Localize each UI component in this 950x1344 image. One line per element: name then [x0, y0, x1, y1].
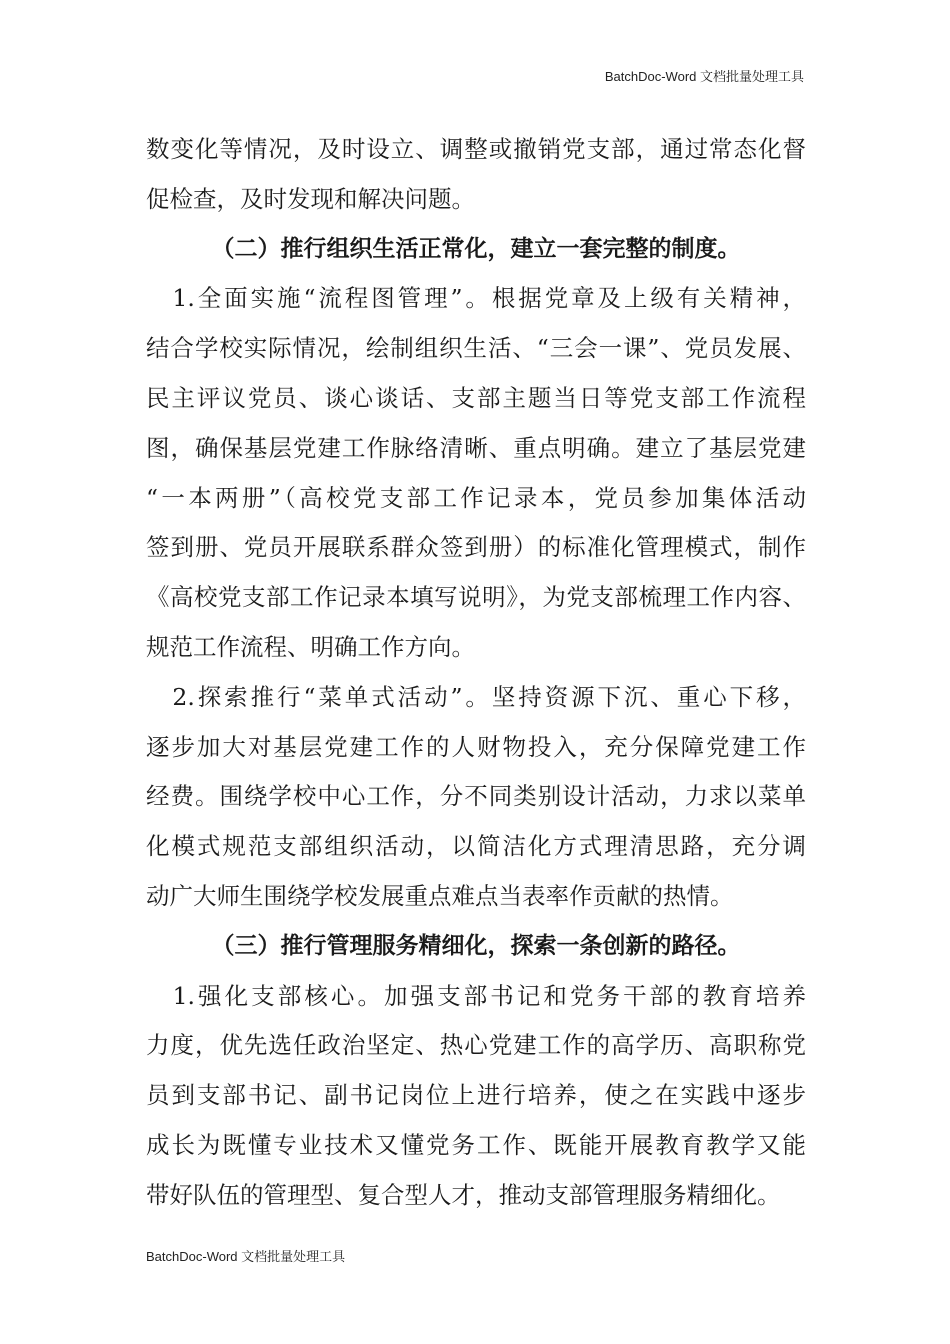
- body-line: 力度，优先选任政治坚定、热心党建工作的高学历、高职称党: [146, 1031, 806, 1060]
- body-line: 逐步加大对基层党建工作的人财物投入，充分保障党建工作: [146, 732, 806, 761]
- body-line: 结合学校实际情况，绘制组织生活、“三会一课”、党员发展、: [146, 334, 806, 363]
- body-line: 员到支部书记、副书记岗位上进行培养，使之在实践中逐步: [146, 1081, 806, 1110]
- page-footer: BatchDoc-Word 文档批量处理工具: [146, 1249, 346, 1264]
- body-line: “一本两册”（高校党支部工作记录本，党员参加集体活动: [146, 483, 806, 512]
- body-line: 2.探索推行“菜单式活动”。坚持资源下沉、重心下移，: [146, 682, 806, 711]
- body-line: 经费。围绕学校中心工作，分不同类别设计活动，力求以菜单: [146, 782, 806, 811]
- document-body: [146, 125, 806, 1221]
- body-line: 规范工作流程、明确工作方向。: [146, 632, 475, 661]
- body-line: 1.全面实施“流程图管理”。根据党章及上级有关精神，: [146, 284, 806, 313]
- body-line: 成长为既懂专业技术又懂党务工作、既能开展教育教学又能: [146, 1130, 806, 1159]
- body-line: 化模式规范支部组织活动，以简洁化方式理清思路，充分调: [146, 832, 806, 861]
- body-line: 《高校党支部工作记录本填写说明》，为党支部梳理工作内容、: [146, 583, 806, 612]
- body-line: 促检查，及时发现和解决问题。: [146, 184, 475, 213]
- body-line: 动广大师生围绕学校发展重点难点当表率作贡献的热情。: [146, 881, 734, 910]
- body-line: 民主评议党员、谈心谈话、支部主题当日等党支部工作流程: [146, 383, 806, 412]
- body-line: 带好队伍的管理型、复合型人才，推动支部管理服务精细化。: [146, 1180, 781, 1209]
- section-heading: （二）推行组织生活正常化，建立一套完整的制度。: [211, 235, 741, 262]
- body-line: 图，确保基层党建工作脉络清晰、重点明确。建立了基层党建: [146, 433, 806, 462]
- section-heading: （三）推行管理服务精细化，探索一条创新的路径。: [211, 932, 741, 959]
- body-line: 1.强化支部核心。加强支部书记和党务干部的教育培养: [146, 981, 806, 1010]
- page-header: BatchDoc-Word 文档批量处理工具: [604, 69, 804, 84]
- body-line: 签到册、党员开展联系群众签到册）的标准化管理模式，制作: [146, 533, 806, 562]
- body-line: 数变化等情况，及时设立、调整或撤销党支部，通过常态化督: [146, 135, 806, 163]
